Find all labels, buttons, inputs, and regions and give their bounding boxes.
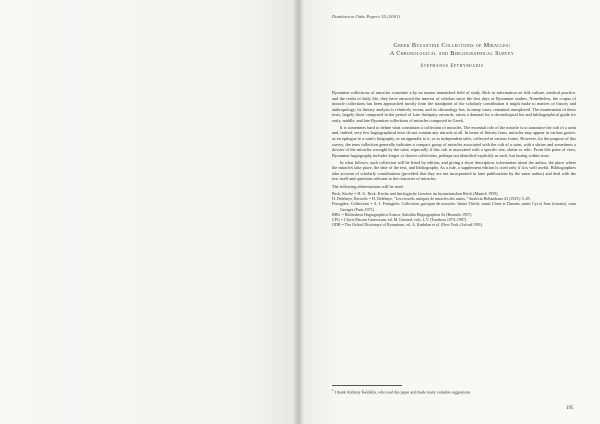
paragraph-1: Byzantine collections of miracles constitute a by no means unmatched field of study. Rich in information on folk culture, medical practice, and the realia of daily life, they have attracted the interest of scholars since the first days of Byzantine studies. Nonetheless, the corpus of miracle collections has been approached mostly from the standpoint of the scholarly contribution it might make to matters of history and anthropology; its literary analysis is relatively recent, and its chronology has, in many cases, remained unexplored. The examination of these texts, largely those composed in the period of Late Antiquity onwards, raises a demand for a chronological list and bibliographical guide for early, middle, and late Byzantine collections of miracles composed in Greek. [332, 90, 576, 123]
abbreviation-item: H. Delehaye, Recueils = H. Delehaye, "Les recueils antiques de miracles des saints," Analecta Bollandiana 43 (1925): 5–85. [332, 195, 531, 201]
footnote-text: I thank Anthony Kaldellis, who read this paper and made many valuable suggestions. [334, 389, 472, 395]
footnote [332, 388, 576, 394]
right-page [304, 0, 600, 424]
article-author: Stephanos Efthymiadis [420, 63, 484, 69]
article-body [332, 90, 576, 228]
footnote-divider [332, 385, 402, 386]
article-title-line-1: Greek Byzantine Collections of Miracles: [393, 42, 511, 49]
abbreviation-item: ODB = The Oxford Dictionary of Byzantium, ed. A. Kazhdan et al. (New York–Oxford 1991). [332, 222, 484, 228]
footnote-marker: 1 [332, 388, 334, 392]
abbreviation-item: BHG = Bibliotheca Hagiographica Graeca, Subsidia Hagiographica 8a (Brussels 1957). [332, 211, 473, 217]
article-title-line-2: A Chronological and Bibliographical Survey [389, 49, 515, 57]
running-head: Dumbarton Oaks Papers 55 (2001) [332, 14, 401, 19]
paragraph-2: It is sometimes hard to define what constitutes a collection of miracles. The essential role of the miracle is to announce the cult of a saint and, indeed, very few hagiographical texts do not contain any miracle at all. In terms of literary form, miracles may appear in various guises: as an epilogue to a saint's biography, as an appendix to it, or as independent tales, collected in various forms. However, for the purpose of this survey, the term collection generally indicates a compact group of miracles associated with the cult of a saint, with a shrine and sometimes a dossier of the miracles wrought by the saint, especially if this cult is associated with a specific site, shrine or relic. From this point of view, Byzantine hagiography includes longer or shorter collections, perhaps not identified explicitly as such, but lasting within texts. [332, 124, 576, 158]
abbreviation-item: Beck, Kirche = H.-G. Beck, Kirche und theologische Literatur im byzantinischen Reich (Munich 1959). [332, 190, 499, 196]
page-number: 195 [566, 406, 574, 411]
abbreviation-item: Festugière, Collections = A.-J. Festugière, Collections grecques de miracles: Sainte Thècle, saints Côme et Damien, saints Cyr et Jean (extraits), saint Georges (Paris 1971). [332, 201, 576, 212]
paragraph-3: In what follows, each collection will be listed by edition, and giving a short description, information about the author, the place where the miracles take place, the date of the text, and bibliography. As a rule, a supplement edition is cited only if it is well useful. Bibliographies take account of scholarly contributions (provided that they are not incorporated in later publications by the same author) and deal with the text itself and questions relevant to the character of miracles. [332, 159, 576, 182]
article-title-block [304, 42, 600, 69]
abbreviations-intro: The following abbreviations will be used: [332, 183, 404, 189]
abbreviations-list [332, 191, 576, 228]
left-page-blank [0, 0, 295, 424]
book-gutter [294, 0, 304, 424]
abbreviation-item: CPG = Clavis Patrum Graecorum, ed. M. Geerard, vols. I–V (Turnhout 1974–1987). [332, 217, 468, 223]
